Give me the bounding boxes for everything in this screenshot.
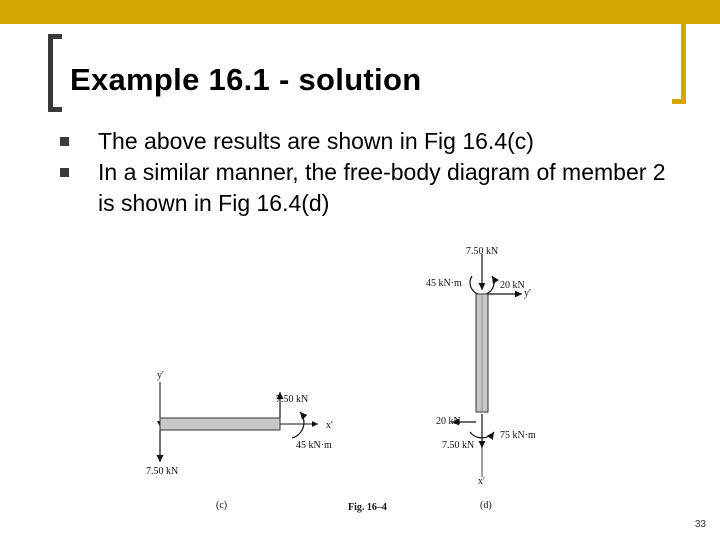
moment-top-label: 45 kN·m: [426, 278, 462, 289]
bullet-list: [60, 126, 680, 219]
bullet-text: The above results are shown in Fig 16.4(c): [98, 128, 534, 154]
title-bracket-right: [672, 24, 686, 104]
free-body-diagram-figure: [130, 232, 570, 522]
force-top-label: 7.50 kN: [466, 246, 499, 257]
y-axis-label: y': [157, 370, 164, 381]
force-top-label: 7.50 kN: [276, 394, 309, 405]
y-axis-label: y': [524, 288, 531, 299]
bullet-square-icon: [60, 137, 69, 146]
moment-arc-icon: [292, 412, 304, 438]
top-accent-bar: [0, 0, 720, 24]
moment-label: 45 kN·m: [296, 440, 332, 451]
page-number: 33: [694, 519, 706, 530]
figure-c-label: (c): [216, 500, 228, 511]
shear-bottom-label: 20 kN: [436, 416, 461, 427]
moment-bottom-label: 75 kN·m: [500, 430, 536, 441]
bullet-text: In a similar manner, the free-body diagram of member 2 is shown in Fig 16.4(d): [98, 159, 666, 216]
beam-member-1: [160, 418, 280, 430]
bullet-item: [60, 157, 680, 219]
bullet-item: [60, 126, 680, 157]
shear-top-label: 20 kN: [500, 280, 525, 291]
force-bottom-label: 7.50 kN: [442, 440, 475, 451]
figure-c: [146, 370, 333, 511]
slide-title: Example 16.1 - solution: [70, 62, 422, 97]
x-axis-label: x': [326, 420, 333, 431]
figure-caption: Fig. 16–4: [348, 502, 387, 513]
figure-d-label: (d): [480, 500, 492, 511]
force-bottom-label: 7.50 kN: [146, 466, 179, 477]
figure-d: [426, 246, 536, 511]
title-bracket-left: [48, 34, 62, 112]
x-axis-label: x': [478, 476, 485, 487]
bullet-square-icon: [60, 168, 69, 177]
